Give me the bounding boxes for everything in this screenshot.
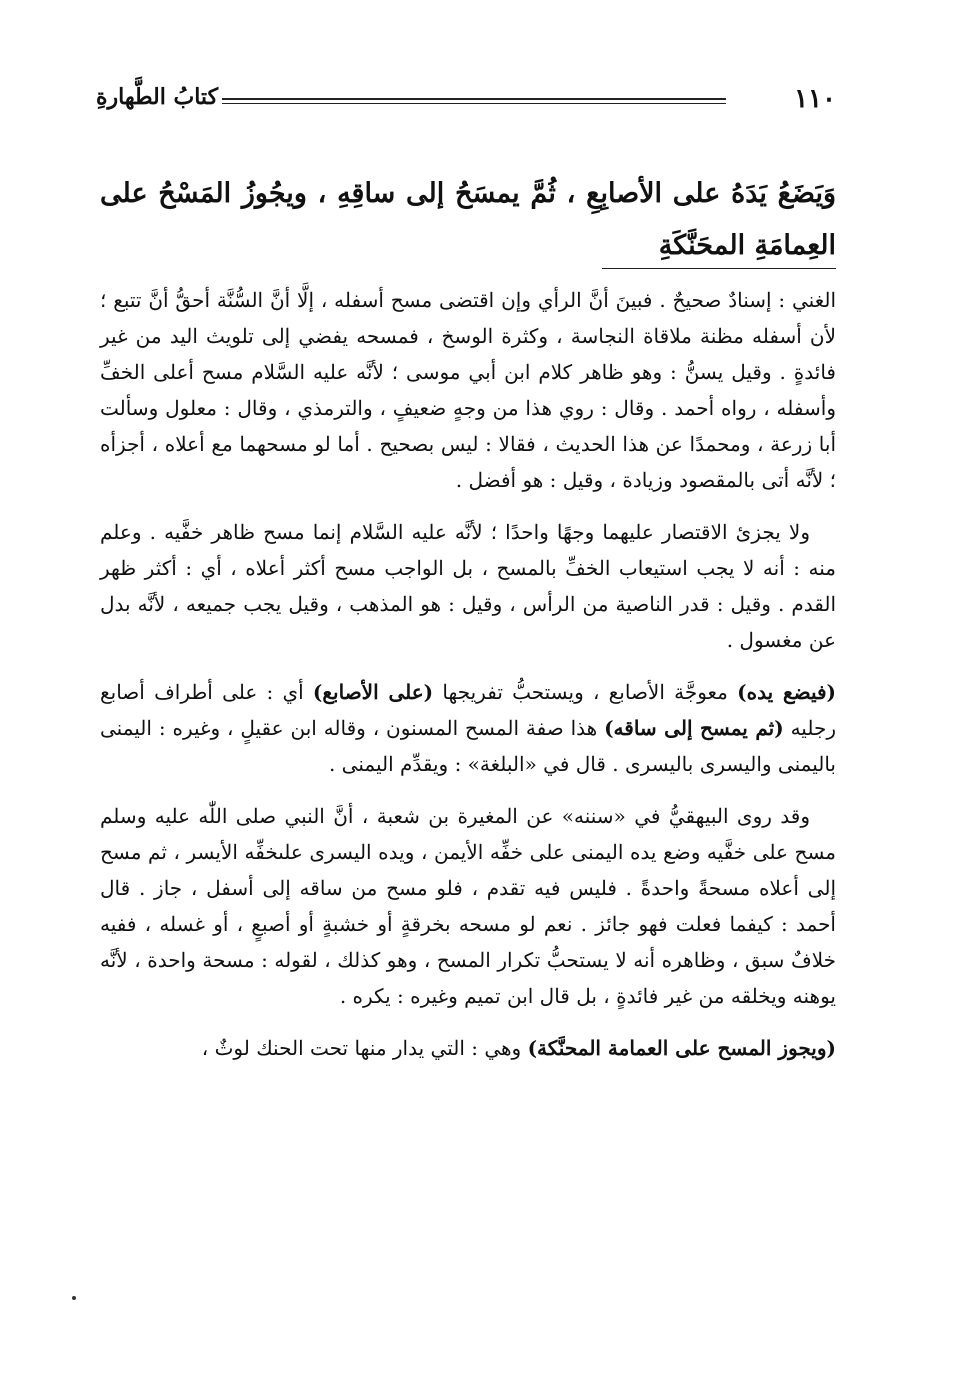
paragraph-text: معوجَّة الأصابع ، ويستحبُّ تفريجها (433, 680, 738, 704)
paragraph (100, 1030, 836, 1066)
bold-quote: (ثم يمسح إلى ساقه) (604, 716, 784, 740)
running-header (96, 84, 836, 124)
header-rule (222, 98, 726, 104)
paragraph: الغني : إسنادٌ صحيحٌ . فبينَ أنَّ الرأي وإن اقتضى مسح أسفله ، إلَّا أنَّ السُّنَّة أحقُّ أنَّ تتبع ؛ لأن أسفله مظنة ملاقاة النجاسة ، وكثرة الوسخ ، فمسحه يفضي إلى تلويث اليد من غير فائدةٍ . وقيل يسنُّ : وهو ظاهر كلام ابن أبي موسى ؛ لأنَّه عليه السَّلام مسح أعلى الخفِّ وأسفله ، رواه أحمد . وقال : روي هذا من وجهٍ ضعيفٍ ، والترمذي ، وقال : معلول وسألت أبا زرعة ، ومحمدًا عن هذا الحديث ، فقالا : ليس بصحيح . أما لو مسحهما مع أعلاه ، أجزأه ؛ لأنَّه أتى بالمقصود وزيادة ، وقيل : هو أفضل . (100, 288, 836, 492)
book-title: كتابُ الطَّهارةِ (96, 84, 219, 110)
paragraph: وقد روى البيهقيُّ في «سننه» عن المغيرة بن شعبة ، أنَّ النبي صلى اللّٰه عليه وسلم مسح على خفَّيه وضع يده اليمنى على خفِّه الأيمن ، ويده اليسرى علىخفِّه الأيسر ، ثم مسح إلى أعلاه مسحةً واحدةً . فليس فيه تقدم ، فلو مسح من ساقه إلى أسفل ، جاز . قال أحمد : كيفما فعلت فهو جائز . نعم لو مسحه بخرقةٍ أو خشبةٍ أو أصبعٍ ، أو غسله ، ففيه خلافٌ سبق ، وظاهره أنه لا يستحبُّ تكرار المسح ، وهو كذلك ، لقوله : مسحة واحدة ، لأنَّه يوهنه ويخلقه من غير فائدةٍ ، بل قال ابن تميم وغيره : يكره . (100, 804, 836, 1008)
bold-quote: (ويجوز المسح على العمامة المحنَّكة) (527, 1036, 836, 1060)
matn-text: وَيَضَعُ يَدَهُ على الأصابِعِ ، ثُمَّ يمسَحُ إلى ساقِهِ ، ويجُوزُ المَسْحُ على العِمامَةِ المحَنَّكَةِ (100, 178, 836, 261)
paragraph-text: هذا صفة المسح المسنون ، وقاله ابن عقيلٍ ، وغيره : اليمنى باليمنى واليسرى باليسرى . قال في «البلغة» : ويقدِّم اليمنى . (100, 716, 836, 776)
commentary-body (100, 282, 836, 1082)
page-number: ١١٠ (794, 84, 836, 114)
paragraph-text: أي : على أطراف أصابع رجليه (100, 680, 836, 740)
bold-quote: (فيضع يده) (737, 680, 837, 704)
paragraph (100, 674, 836, 782)
paragraph-text: وهي : التي يدار منها تحت الحنك لوثٌ ، (201, 1036, 528, 1060)
bold-quote: (على الأصابع) (312, 680, 434, 704)
margin-dot (72, 1296, 76, 1300)
matn-separator-rule (602, 268, 836, 269)
paragraph: ولا يجزئ الاقتصار عليهما وجهًا واحدًا ؛ لأنَّه عليه السَّلام إنما مسح ظاهر خفَّيه . وعلم منه : أنه لا يجب استيعاب الخفِّ بالمسح ، بل الواجب مسح أكثر أعلاه ، أي : أكثر ظهر القدم . وقيل : قدر الناصية من الرأس ، وقيل : هو المذهب ، وقيل يجب جميعه ، لأنَّه بدل عن مغسول . (100, 520, 836, 652)
